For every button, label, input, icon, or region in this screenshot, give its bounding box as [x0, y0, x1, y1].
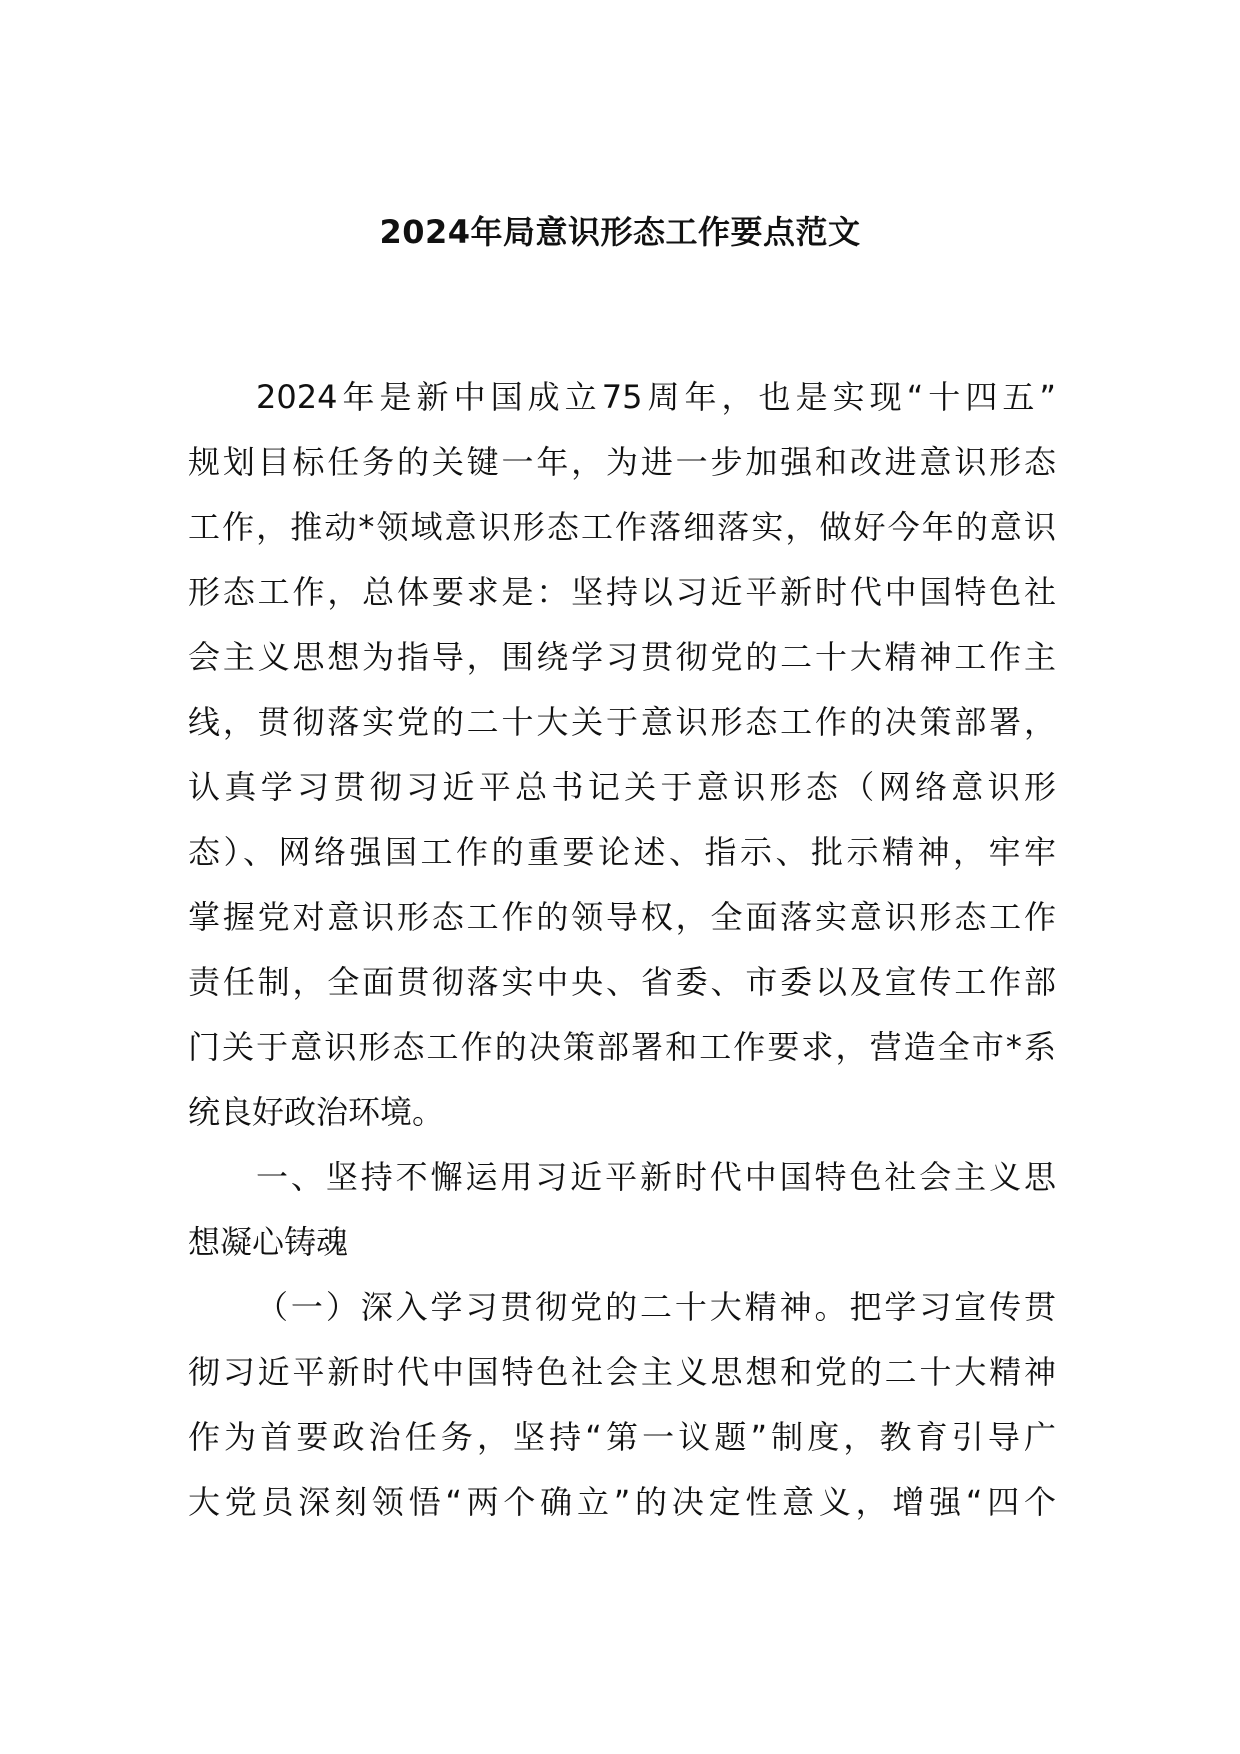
- body-line: 会主义思想为指导，围绕学习贯彻党的二十大精神工作主: [188, 638, 1056, 676]
- body-line: 统良好政治环境。: [188, 1093, 445, 1131]
- body-line: 大党员深刻领悟“两个确立”的决定性意义，增强“四个: [188, 1483, 1056, 1521]
- section-heading-line: 一、坚持不懈运用习近平新时代中国特色社会主义思: [256, 1158, 1056, 1196]
- body-line: 态）、网络强国工作的重要论述、指示、批示精神，牢牢: [188, 833, 1056, 871]
- body-line: 责任制，全面贯彻落实中央、省委、市委以及宣传工作部: [188, 963, 1056, 1001]
- document-body: [188, 365, 1056, 1535]
- section-heading-line: 想凝心铸魂: [188, 1223, 349, 1261]
- body-line: 工作，推动*领域意识形态工作落细落实，做好今年的意识: [188, 508, 1056, 546]
- body-line: 规划目标任务的关键一年，为进一步加强和改进意识形态: [188, 443, 1056, 481]
- body-line: 掌握党对意识形态工作的领导权，全面落实意识形态工作: [188, 898, 1056, 936]
- body-line: （一）深入学习贯彻党的二十大精神。把学习宣传贯: [256, 1288, 1056, 1326]
- body-line: 形态工作，总体要求是：坚持以习近平新时代中国特色社: [188, 573, 1056, 611]
- body-line: 线，贯彻落实党的二十大关于意识形态工作的决策部署，: [188, 703, 1056, 741]
- body-line: 作为首要政治任务，坚持“第一议题”制度，教育引导广: [188, 1418, 1056, 1456]
- document-title: 2024年局意识形态工作要点范文: [379, 213, 861, 251]
- body-line: 认真学习贯彻习近平总书记关于意识形态（网络意识形: [188, 768, 1056, 806]
- body-line: 彻习近平新时代中国特色社会主义思想和党的二十大精神: [188, 1353, 1056, 1391]
- body-line: 门关于意识形态工作的决策部署和工作要求，营造全市*系: [188, 1028, 1056, 1066]
- body-line: 2024年是新中国成立75周年，也是实现“十四五”: [256, 378, 1056, 416]
